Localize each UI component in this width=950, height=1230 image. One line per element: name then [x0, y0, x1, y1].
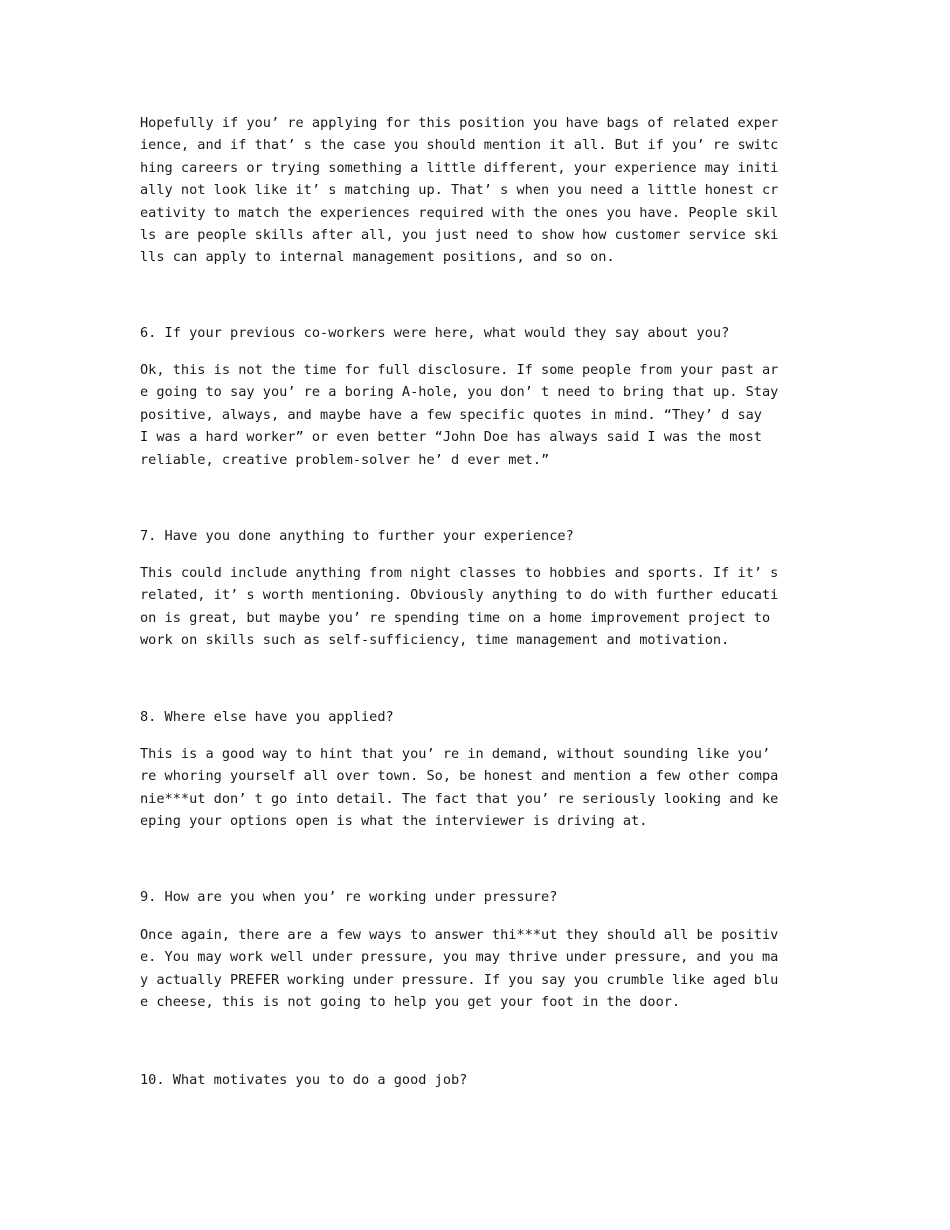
question-heading-7: 7. Have you done anything to further your experience?	[140, 528, 574, 544]
answer-paragraph-9: Once again, there are a few ways to answer thi***ut they should all be positiv e. You may work well under pressure, you may thrive under pressure, and you ma y actually PREFER working under pressure. If you say you crumble like aged blu e cheese, this is not going to help you get your foot in the door.	[140, 927, 779, 1011]
question-heading-10: 10. What motivates you to do a good job?	[140, 1072, 468, 1088]
question-heading-8: 8. Where else have you applied?	[140, 709, 394, 725]
answer-paragraph-7: This could include anything from night classes to hobbies and sports. If it’ s related, it’ s worth mentioning. Obviously anything to do with further educati on is great, but maybe you’ re spending time on a home improvement project to work on skills such as self-sufficiency, time management and motivation.	[140, 565, 779, 649]
answer-paragraph-6: Ok, this is not the time for full disclosure. If some people from your past ar e going to say you’ re a boring A-hole, you don’ t need to bring that up. Stay positive, always, and maybe have a few specific quotes in mind. “They’ d say I was a hard worker” or even better “John Doe has always said I was the most reliable, creative problem-solver he’ d ever met.”	[140, 362, 779, 468]
intro-paragraph: Hopefully if you’ re applying for this position you have bags of related exper ience, and if that’ s the case you should mention it all. But if you’ re switc hing careers or trying something a little different, your experience may initi ally not look like it’ s matching up. That’ s when you need a little honest cr eativity to match the experiences required with the ones you have. People skil ls are people skills after all, you just need to show how customer service ski lls can apply to internal management positions, and so on.	[140, 115, 779, 266]
question-heading-9: 9. How are you when you’ re working under pressure?	[140, 889, 558, 905]
answer-paragraph-8: This is a good way to hint that you’ re in demand, without sounding like you’ re whoring yourself all over town. So, be honest and mention a few other compa nie***ut don’ t go into detail. The fact that you’ re seriously looking and ke eping your options open is what the interviewer is driving at.	[140, 746, 779, 830]
question-heading-6: 6. If your previous co-workers were here, what would they say about you?	[140, 325, 730, 341]
